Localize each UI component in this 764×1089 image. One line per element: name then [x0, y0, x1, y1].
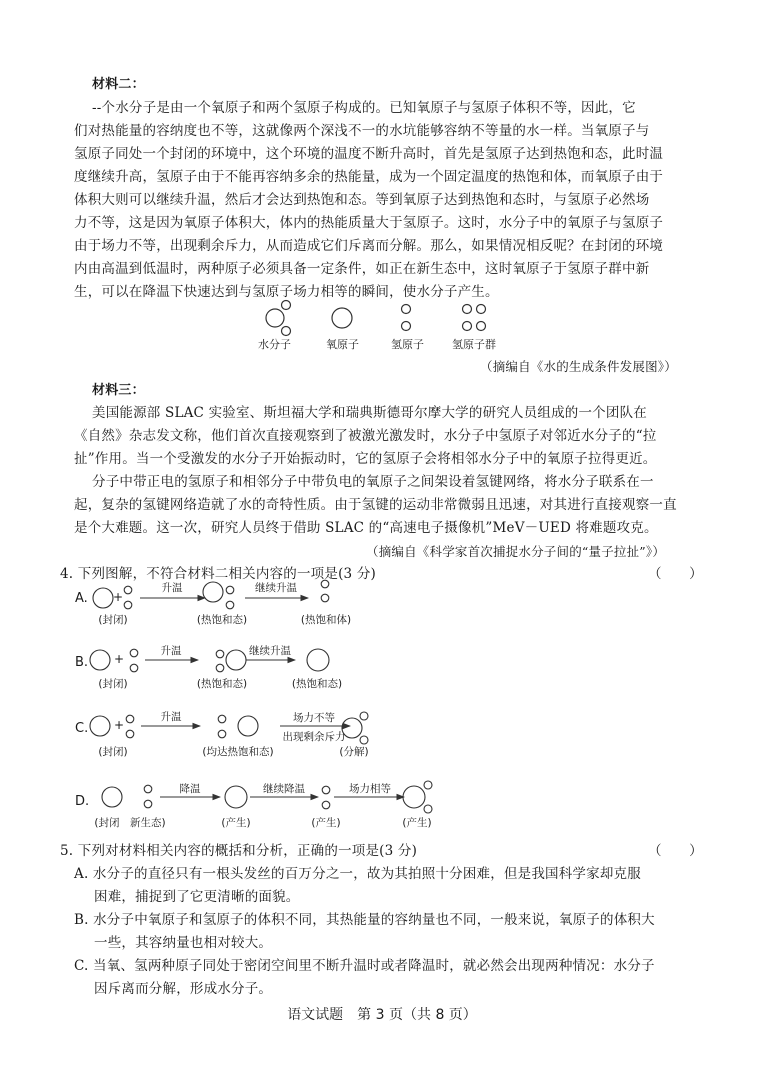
arrow-label: 场力不等 [293, 712, 335, 724]
arrow-label: 出现剩余斥力 [282, 731, 346, 743]
state-label: (热饱和态) [196, 678, 248, 690]
material2-line: 力不等，这是因为氧原子体积大，体内的热能质量大于氢原子。这时，水分子中的氧原子与氢原子 [74, 215, 664, 231]
arrow-label: 升温 [160, 711, 182, 723]
state-label: (产生) [402, 817, 432, 829]
material2-source: （摘编自《水的生成条件发展图》） [480, 359, 677, 374]
q4-stem: 4. 下列图解，不符合材料二相关内容的一项是(3 分) [60, 566, 376, 582]
material2-line: 生，可以在降温下快速达到与氢原子场力相等的瞬间，使水分子产生。 [74, 284, 499, 300]
material2-line: 们对热能量的容纳度也不等，这就像两个深浅不一的水坑能够容纳不等量的水一样。当氧原子与 [74, 123, 650, 139]
arrow-label: 场力相等 [349, 783, 391, 795]
material2-line: 氢原子同处一个封闭的环境中，这个环境的温度不断升高时，首先是氢原子达到热饱和态，此时温 [74, 146, 664, 162]
material2-line: 内由高温到低温时，两种原子必须具备一定条件，如正在新生态中，这时氧原子于氢原子群中新 [74, 261, 650, 277]
state-label: (产生) [311, 817, 341, 829]
q4-option-c-label: C. [75, 721, 89, 736]
state-label: (封闭) [98, 614, 128, 626]
q5-option-c: C. 当氧、氢两种原子同处于密闭空间里不断升温时或者降温时，就必然会出现两种情况：水分子 [74, 958, 655, 974]
material2-heading: 材料二： [92, 77, 145, 92]
figure-caption: 氢原子 [391, 338, 424, 351]
q5-option-b-cont: 一些，其容纳量也相对较大。 [94, 935, 273, 951]
q5-answer-paren: （ ） [648, 843, 703, 859]
arrow-label: 升温 [160, 645, 182, 657]
plus-sign: + [113, 718, 125, 732]
material3-line: 是个大难题。这一次，研究人员终于借助 SLAC 的“高速电子摄像机”MeV－UED 将难题攻克。 [74, 520, 658, 536]
state-label: (封闭 新生态) [94, 817, 166, 829]
material3-line: 起，复杂的氢键网络造就了水的奇特性质。由于氢键的运动非常微弱且迅速，对其进行直接观察一直 [74, 497, 677, 513]
figure-caption: 氢原子群 [452, 338, 496, 351]
arrow-label: 升温 [161, 582, 183, 594]
q5-option-a: A. 水分子的直径只有一根头发丝的百万分之一，故为其拍照十分困难，但是我国科学家却克服 [74, 866, 641, 882]
q5-option-c-cont: 因斥离而分解，形成水分子。 [94, 981, 273, 997]
figure-caption: 氧原子 [326, 338, 359, 351]
figure-caption: 水分子 [258, 338, 291, 351]
material3-heading: 材料三： [92, 383, 145, 398]
material2-line: 度继续升高，氢原子由于不能再容纳多余的热能量，成为一个固定温度的热饱和体，而氧原子由于 [74, 169, 664, 185]
material3-line: 扯”作用。当一个受激发的水分子开始振动时，它的氢原子会将相邻水分子中的氧原子拉得更近。 [74, 451, 657, 467]
q5-stem: 5. 下列对材料相关内容的概括和分析，正确的一项是(3 分) [60, 843, 418, 859]
material3-line: 《自然》杂志发文称，他们首次直接观察到了被激光激发时，水分子中氢原子对邻近水分子的“拉 [74, 428, 657, 444]
arrow-label: 继续降温 [263, 783, 305, 795]
state-label: (热饱和体) [300, 614, 352, 626]
arrow-label: 继续升温 [249, 645, 291, 657]
material2-line: 由于场力不等，出现剩余斥力，从而造成它们斥离而分解。那么，如果情况相反呢？在封闭的环境 [74, 238, 664, 254]
state-label: (均达热饱和态) [202, 746, 274, 758]
state-label: (封闭) [98, 678, 128, 690]
material3-line: 美国能源部 SLAC 实验室、斯坦福大学和瑞典斯德哥尔摩大学的研究人员组成的一个团队在 [92, 405, 647, 421]
state-label: (产生) [221, 817, 251, 829]
arrow-label: 降温 [179, 783, 201, 795]
plus-sign: + [113, 652, 125, 666]
state-label: (热饱和态) [196, 614, 248, 626]
material2-line: 体积大则可以继续升温，然后才会达到热饱和态。等到氧原子达到热饱和态时，与氢原子必然场 [74, 192, 650, 208]
state-label: (热饱和态) [291, 678, 343, 690]
state-label: (分解) [339, 746, 369, 758]
material3-source: （摘编自《科学家首次捕捉水分子间的“量子拉扯”》） [366, 544, 666, 559]
q4-option-d-label: D. [75, 794, 90, 809]
q5-option-b: B. 水分子中氧原子和氢原子的体积不同，其热能量的容纳量也不同，一般来说，氧原子的体积大 [74, 912, 655, 928]
page-footer: 语文试题 第 3 页（共 8 页） [287, 1007, 477, 1023]
q4-option-a-label: A. [75, 591, 88, 606]
q4-option-b-label: B. [75, 655, 89, 670]
q5-option-a-cont: 困难，捕捉到了它更清晰的面貌。 [94, 889, 300, 905]
material2-line: --个水分子是由一个氧原子和两个氢原子构成的。已知氧原子与氢原子体积不等，因此，它 [92, 100, 636, 116]
plus-sign: + [112, 590, 124, 604]
q4-answer-paren: （ ） [648, 566, 703, 582]
material3-line: 分子中带正电的氢原子和相邻分子中带负电的氧原子之间架设着氢键网络，将水分子联系在一 [92, 474, 654, 490]
arrow-label: 继续升温 [255, 582, 297, 594]
state-label: (封闭) [98, 746, 128, 758]
